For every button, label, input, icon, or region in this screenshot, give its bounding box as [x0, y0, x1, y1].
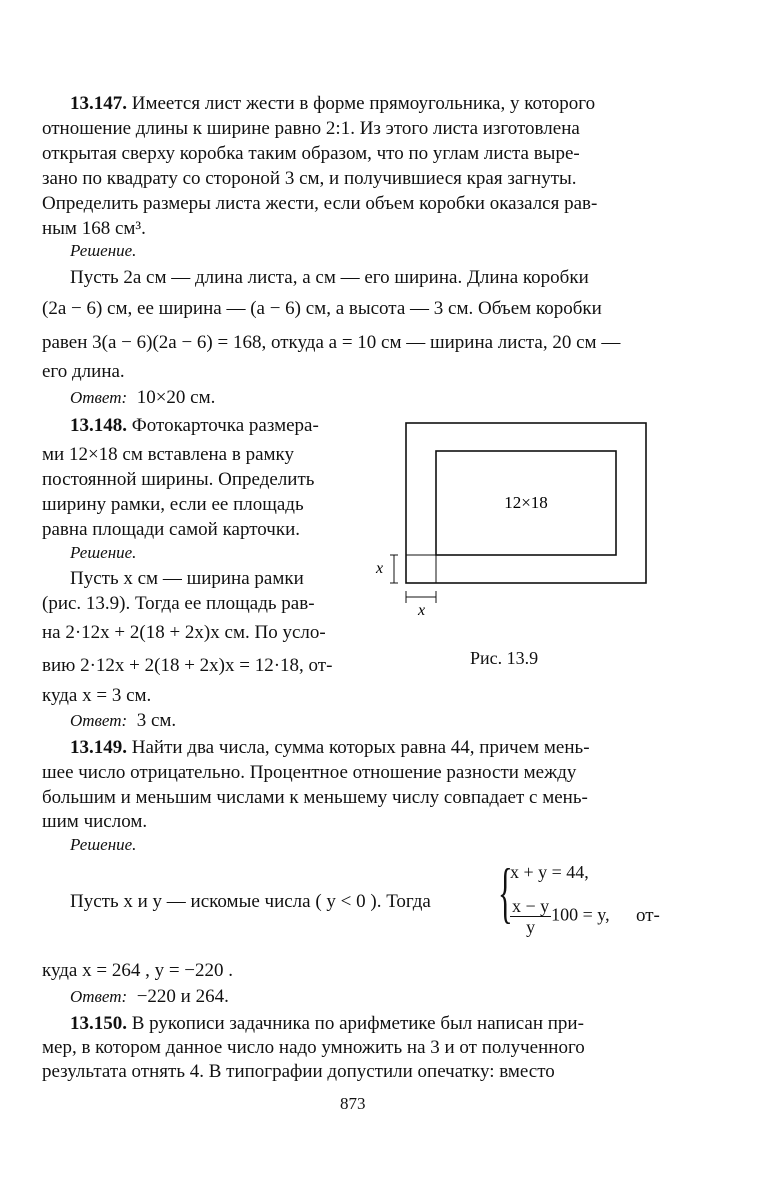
problem-150-line-3: результата отнять 4. В типографии допустили опечатку: вместо [42, 1061, 555, 1082]
problem-147-line-5: Определить размеры листа жести, если объем коробки оказался рав- [42, 193, 598, 214]
solution-149-line-1: Пусть x и y — искомые числа ( y < 0 ). Тогда [70, 891, 431, 912]
problem-147-line-3: открытая сверху коробка таким образом, что по углам листа выре- [42, 143, 580, 164]
problem-149-line-4: шим числом. [42, 811, 148, 832]
photo-size-label: 12×18 [504, 493, 548, 512]
solution-148-line-2: (рис. 13.9). Тогда ее площадь рав- [42, 593, 315, 614]
x-label-left: x [376, 560, 384, 577]
solution-label: Решение. [70, 543, 137, 562]
problem-147-line-2: отношение длины к ширине равно 2:1. Из этого листа изготовлена [42, 118, 580, 139]
problem-149-line-1 [70, 736, 590, 760]
solution-148-line-3: на 2·12x + 2(18 + 2x)x см. По усло- [42, 622, 326, 643]
answer-148 [70, 709, 176, 733]
fraction-numerator: x − y [512, 896, 550, 916]
answer-label: Ответ: [70, 711, 128, 730]
problem-148-line-3: постоянной ширины. Определить [42, 469, 315, 490]
page-number: 873 [340, 1094, 366, 1113]
solution-147-line-3: равен 3(a − 6)(2a − 6) = 168, откуда a = 10 см — ширина листа, 20 см — [42, 332, 621, 353]
answer-value: −220 и 264. [136, 986, 229, 1007]
frame-diagram [368, 405, 658, 620]
problem-number: 13.150. [70, 1013, 127, 1034]
problem-text: Имеется лист жести в форме прямоугольника, у которого [131, 93, 596, 114]
problem-148-line-4: ширину рамки, если ее площадь [42, 494, 304, 515]
solution-149-tail: от- [636, 905, 660, 926]
problem-number: 13.149. [70, 737, 127, 758]
system-eq2-rest: 100 = y, [551, 904, 610, 925]
solution-147-line-4: его длина. [42, 361, 125, 382]
problem-150-line-1 [70, 1012, 584, 1036]
solution-148-line-5: куда x = 3 см. [42, 685, 152, 706]
solution-149-line-2: куда x = 264 , y = −220 . [42, 960, 234, 981]
problem-148-line-1 [70, 414, 319, 438]
x-label-bottom: x [418, 602, 426, 619]
problem-147-line-4: зано по квадрату со стороной 3 см, и получившиеся края загнуты. [42, 168, 577, 189]
problem-147-line-1 [70, 92, 595, 116]
fraction [510, 896, 551, 937]
answer-value: 10×20 см. [136, 387, 216, 408]
solution-147-line-1: Пусть 2a см — длина листа, a см — его ширина. Длина коробки [70, 267, 589, 288]
solution-148-line-4: вию 2·12x + 2(18 + 2x)x = 12·18, от- [42, 655, 333, 676]
problem-149-line-2: шее число отрицательно. Процентное отношение разности между [42, 762, 577, 783]
answer-value: 3 см. [136, 710, 177, 731]
solution-147-line-2: (2a − 6) см, ее ширина — (a − 6) см, а высота — 3 см. Объем коробки [42, 298, 602, 319]
problem-text: Найти два числа, сумма которых равна 44, причем мень- [131, 737, 590, 758]
figure-caption: Рис. 13.9 [470, 648, 539, 668]
answer-149 [70, 985, 229, 1009]
problem-text: В рукописи задачника по арифметике был написан при- [131, 1013, 584, 1034]
system-eq2 [510, 896, 610, 937]
solution-label: Решение. [70, 241, 137, 260]
problem-150-line-2: мер, в котором данное число надо умножить на 3 и от полученного [42, 1037, 585, 1058]
solution-148-line-1: Пусть x см — ширина рамки [70, 568, 304, 589]
problem-148-line-2: ми 12×18 см вставлена в рамку [42, 444, 295, 465]
problem-number: 13.148. [70, 415, 127, 436]
brace-icon: { [498, 854, 513, 930]
solution-label: Решение. [70, 835, 137, 854]
answer-label: Ответ: [70, 388, 128, 407]
answer-147 [70, 386, 215, 410]
problem-148-line-5: равна площади самой карточки. [42, 519, 300, 540]
answer-label: Ответ: [70, 987, 128, 1006]
problem-147-line-6: ным 168 см³. [42, 218, 146, 239]
problem-number: 13.147. [70, 93, 127, 114]
problem-149-line-3: большим и меньшим числами к меньшему числу совпадает с мень- [42, 787, 588, 808]
system-eq1: x + y = 44, [510, 862, 589, 882]
fraction-denominator: y [526, 917, 536, 937]
figure-13-9 [368, 405, 658, 625]
problem-text: Фотокарточка размера- [131, 415, 319, 436]
